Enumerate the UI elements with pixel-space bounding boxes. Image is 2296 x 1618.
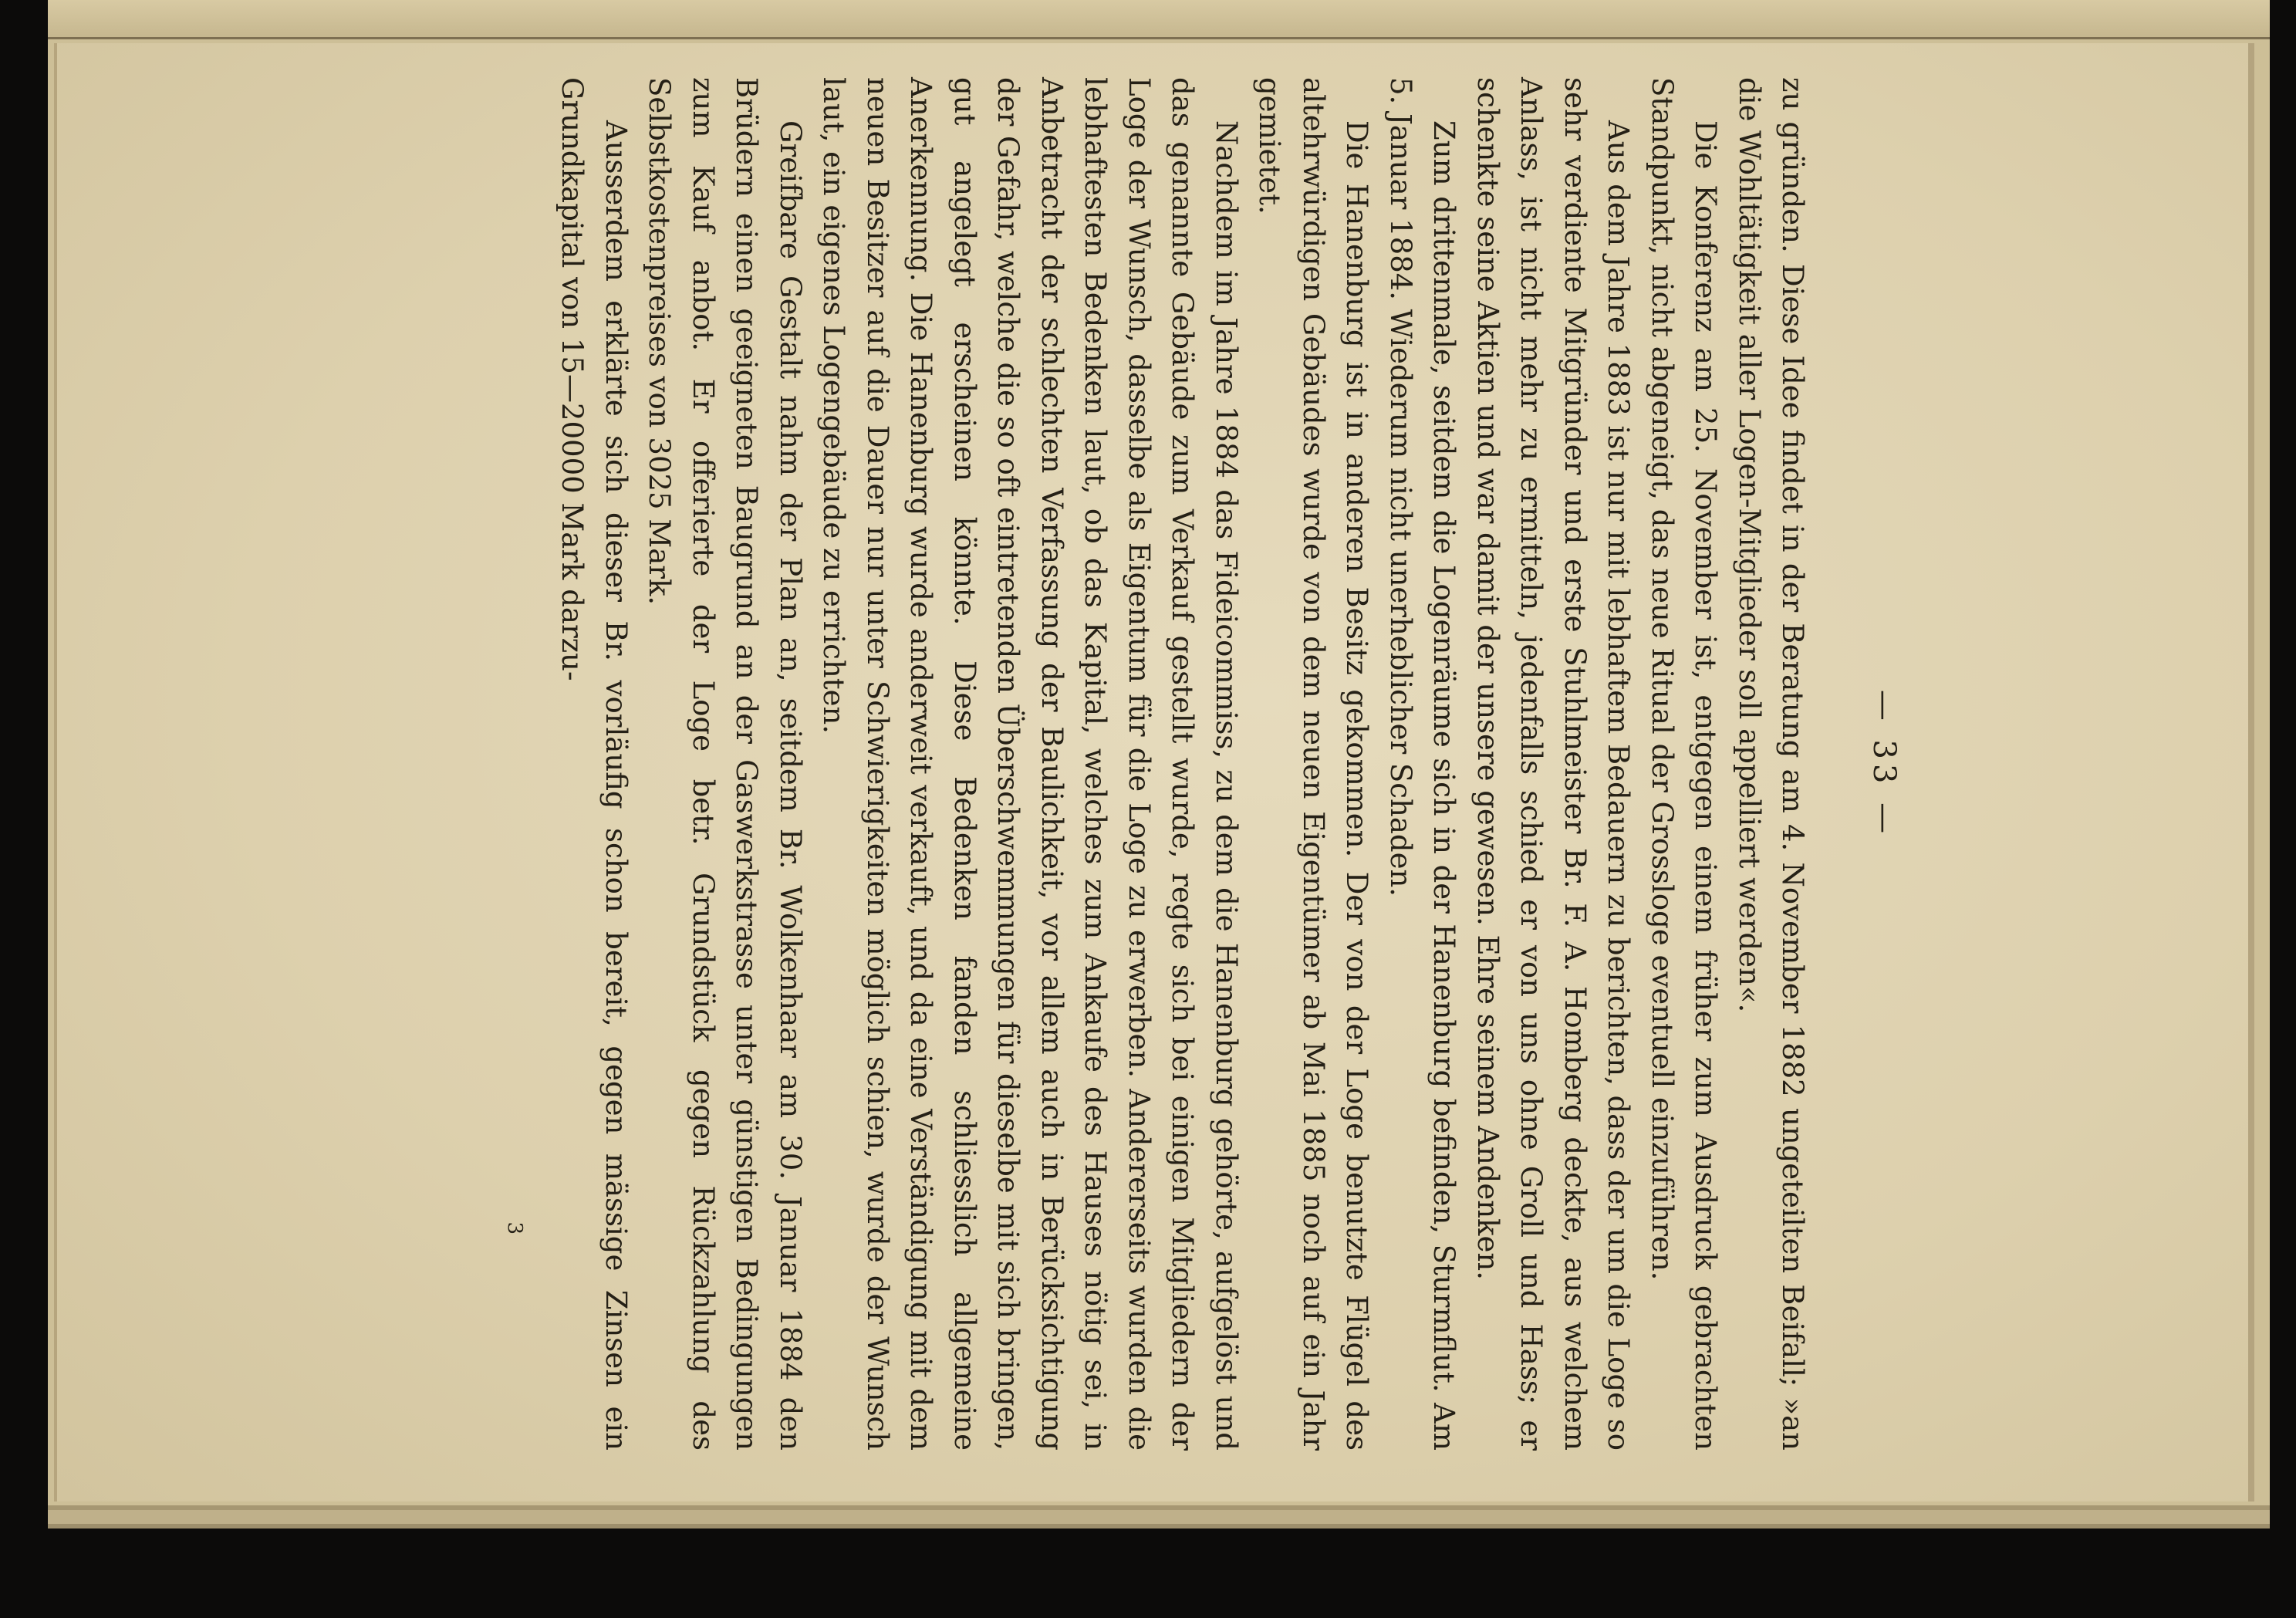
paragraph: Aus dem Jahre 1883 ist nur mit lebhaftem Bedauern zu berichten, dass der um die Loge so sehr verdiente Mitgründer und erste Stuhlmeister Br. F. A. Homberg deckte, aus welchem Anlass, ist nicht mehr zu ermitteln, jedenfalls schied er von uns ohne Groll und Hass; er schenkte seine Aktien und war damit der unsere gewesen. Ehre seinem Andenken.: [1471, 77, 1636, 1451]
signature-mark: 3: [503, 1221, 526, 1235]
paragraph: Nachdem im Jahre 1884 das Fideicommiss, zu dem die Hanenburg gehörte, aufgelöst und das genannte Gebäude zum Verkauf gestellt wurde, regte sich bei einigen Mitgliedern der Loge der Wunsch, dasselbe als Eigentum für die Loge zu erwerben. Andererseits wurden die lebhaftesten Bedenken laut, ob das Kapital, welches zum Ankaufe des Hauses nötig sei, in Anbetracht der schlechten Verfassung der Baulichkeit, vor allem auch in Berücksichtigung der Gefahr, welche die so oft eintretenden Überschwemmungen für dieselbe mit sich bringen, gut angelegt erscheinen könnte. Diese Bedenken fanden schliesslich allgemeine Anerkennung. Die Hanenburg wurde anderweit verkauft, und da eine Verständigung mit dem neuen Besitzer auf die Dauer nur unter Schwierigkeiten möglich schien, wurde der Wunsch laut, ein eigenes Logengebäude zu errichten.: [817, 77, 1243, 1451]
page-number: — 33 —: [1866, 689, 1902, 839]
paragraph: zu gründen. Diese Idee findet in der Beratung am 4. November 1882 ungeteilten Beifall; »an die Wohltätigkeit aller Logen-Mitglieder soll appelliert werden«.: [1733, 77, 1810, 1451]
paragraph: Greifbare Gestalt nahm der Plan an, seitdem Br. Wolkenhaar am 30. Januar 1884 den Brüdern einen geeigneten Baugrund an der Gaswerkstrasse unter günstigen Bedingungen zum Kauf anbot. Er offerierte der Loge betr. Grundstück gegen Rückzahlung des Selbstkostenpreises von 3025 Mark.: [643, 77, 807, 1451]
rotated-text-block: [363, 77, 1906, 1451]
facing-page-edge: [48, 0, 2270, 39]
paragraph: Die Hanenburg ist in anderen Besitz gekommen. Der von der Loge benutzte Flügel des altehrwürdigen Gebäudes wurde von dem neuen Eigentümer ab Mai 1885 noch auf ein Jahr gemietet.: [1253, 77, 1374, 1451]
paragraph: Die Konferenz am 25. November ist, entgegen einem früher zum Ausdruck gebrachten Standpunkt, nicht abgeneigt, das neue Ritual der Grossloge eventuell einzuführen.: [1646, 77, 1723, 1451]
paragraph: Ausserdem erklärte sich dieser Br. vorläufig schon bereit, gegen mässige Zinsen ein Grundkapital von 15—20000 Mark darzu-: [555, 77, 633, 1451]
paragraph: Zum drittenmale, seitdem die Logenräume sich in der Hanenburg befinden, Sturmflut. Am 5. Januar 1884. Wiederum nicht unerheblicher Schaden.: [1384, 77, 1461, 1451]
